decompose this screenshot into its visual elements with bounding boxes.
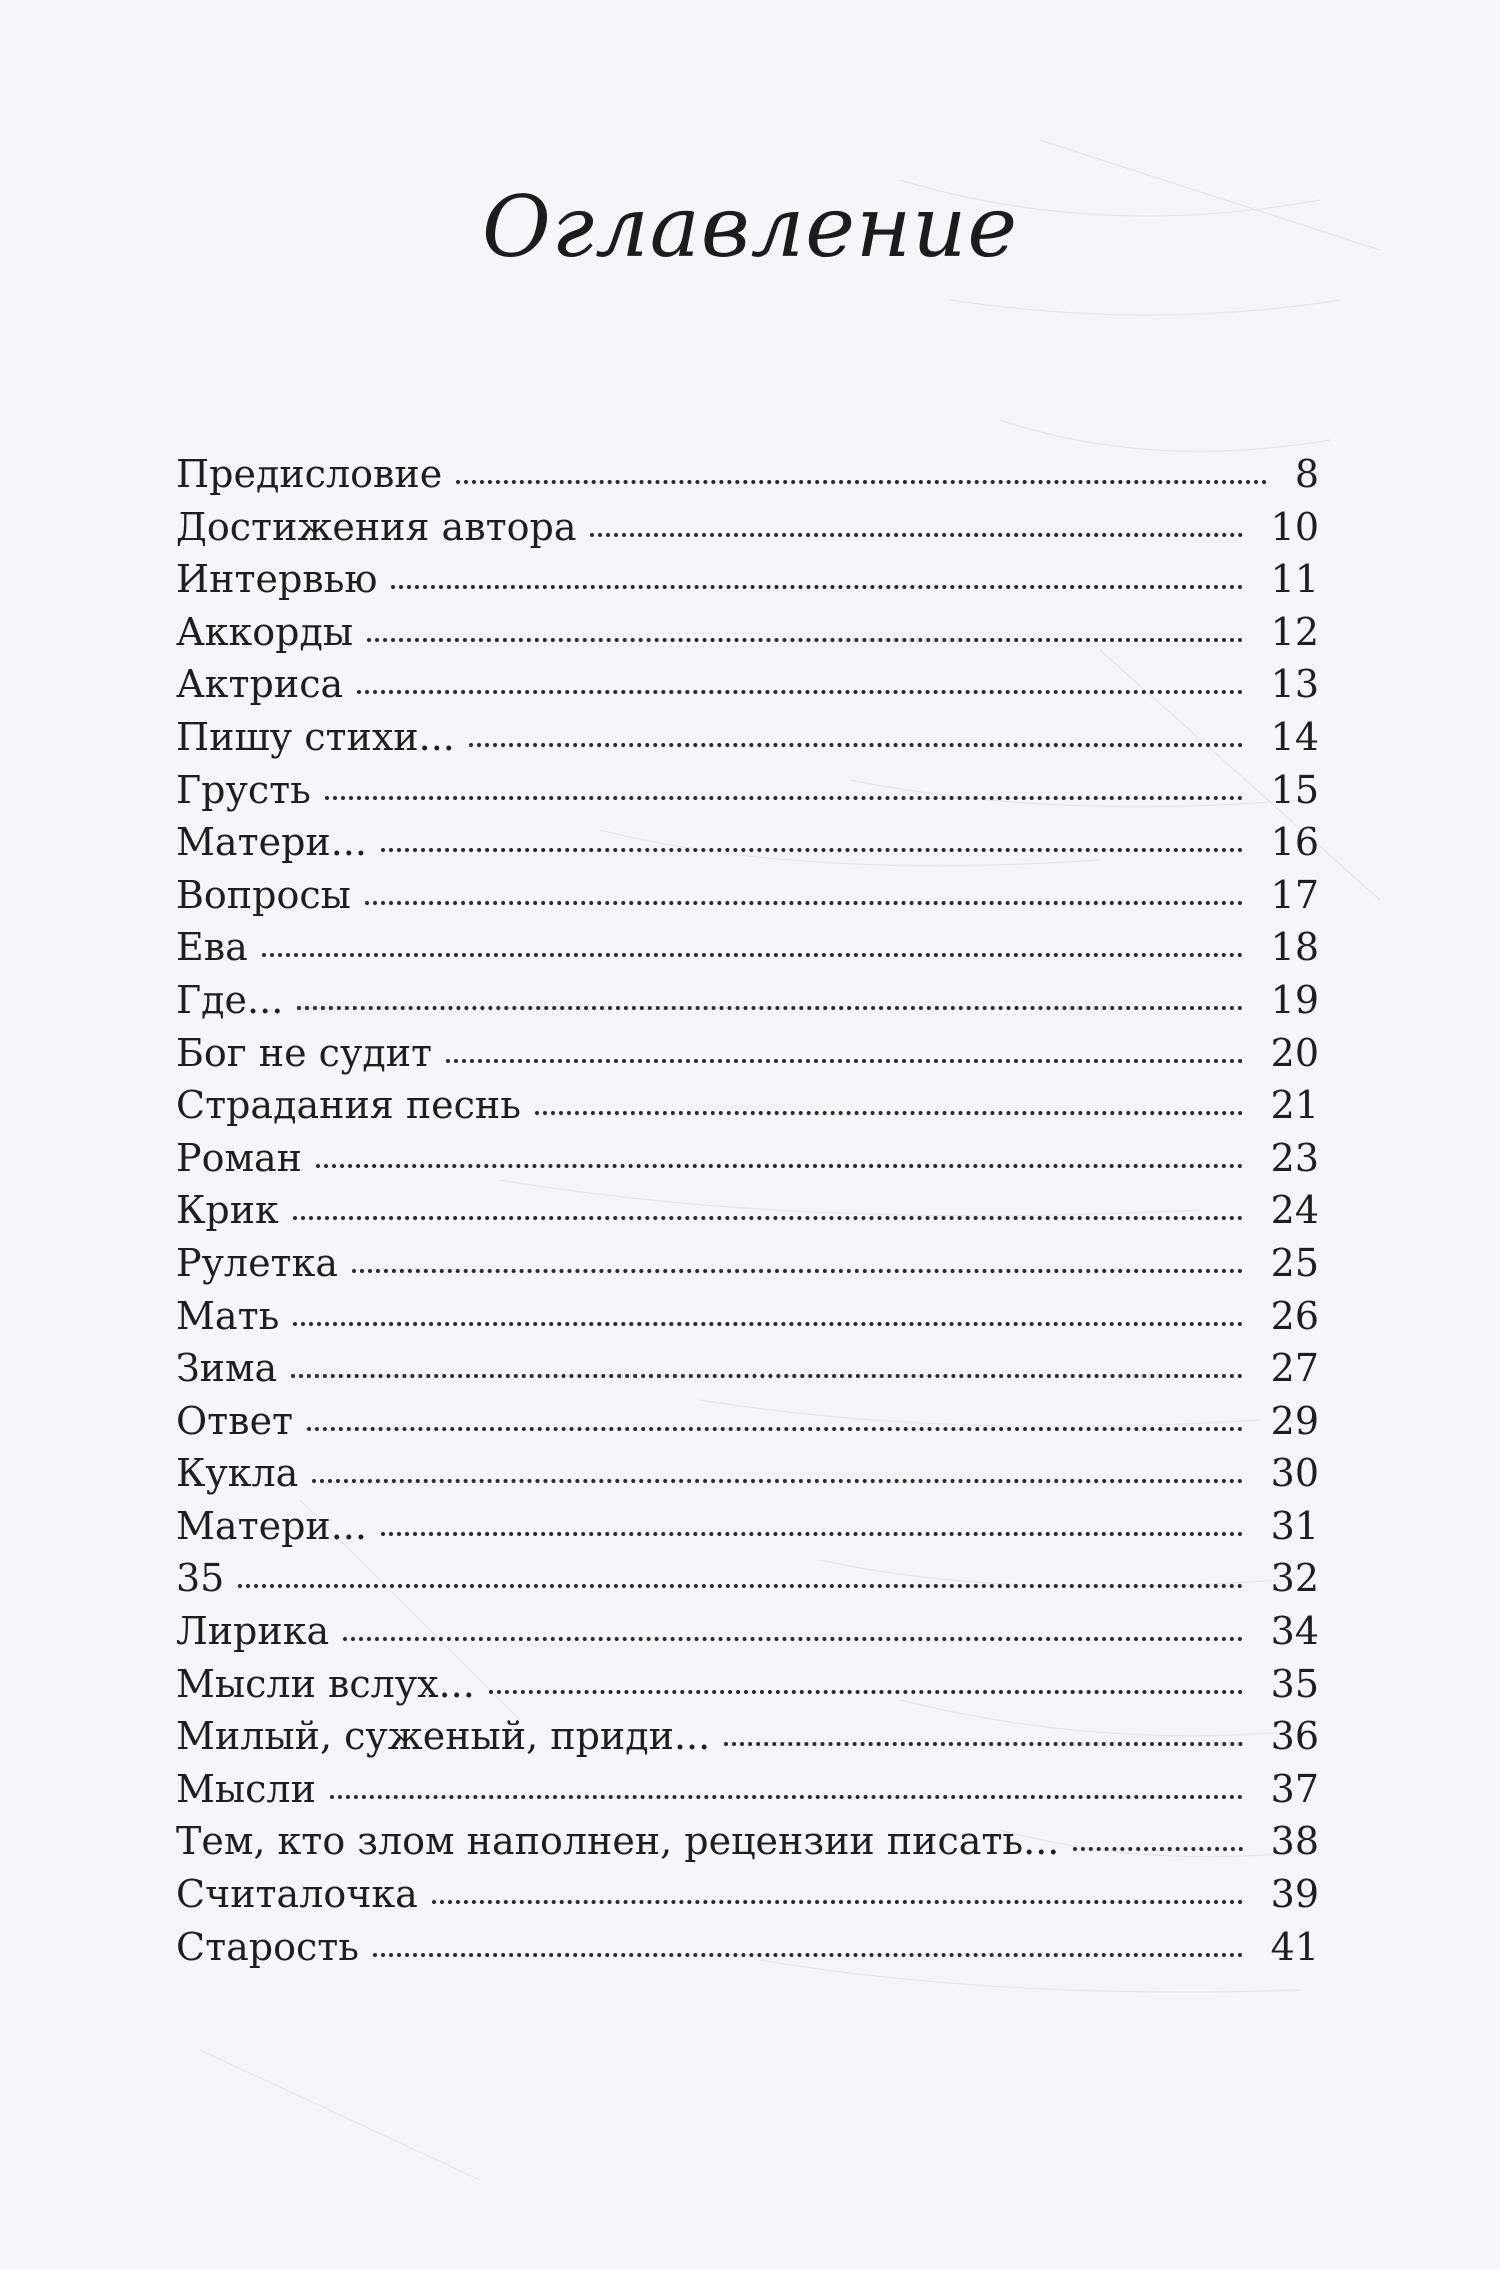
toc-entry-page-number: 25 xyxy=(1270,1240,1319,1285)
toc-entry-title: Мысли вслух... xyxy=(176,1661,475,1706)
toc-entry xyxy=(176,1294,1319,1347)
toc-entry xyxy=(176,873,1319,926)
toc-entry-page-number: 36 xyxy=(1270,1714,1319,1759)
dot-leader xyxy=(325,796,1243,800)
toc-entry xyxy=(176,452,1319,505)
toc-entry xyxy=(176,768,1319,821)
toc-entry xyxy=(176,1767,1319,1820)
dot-leader xyxy=(381,1532,1243,1536)
toc-entry xyxy=(176,1609,1319,1662)
toc-entry-page-number: 8 xyxy=(1294,452,1319,496)
toc-entry-page-number: 37 xyxy=(1270,1766,1319,1811)
toc-entry xyxy=(176,978,1319,1031)
toc-entry-title: Актриса xyxy=(176,662,344,707)
dot-leader xyxy=(391,585,1242,589)
toc-entry xyxy=(176,1819,1319,1872)
toc-entry-title: Считалочка xyxy=(176,1872,418,1917)
toc-entry-title: Крик xyxy=(176,1188,279,1233)
toc-entry xyxy=(176,1556,1319,1609)
toc-entry xyxy=(176,1188,1319,1241)
dot-leader xyxy=(312,1479,1242,1483)
toc-entry-title: Аккорды xyxy=(176,609,354,654)
toc-entry xyxy=(176,1083,1319,1136)
dot-leader xyxy=(293,1216,1243,1220)
dot-leader xyxy=(238,1584,1242,1588)
dot-leader xyxy=(330,1795,1243,1799)
toc-entry-page-number: 13 xyxy=(1270,662,1319,707)
toc-entry-title: Зима xyxy=(176,1346,278,1391)
dot-leader xyxy=(469,743,1243,747)
toc-entry-title: Милый, суженый, приди... xyxy=(176,1714,711,1759)
dot-leader xyxy=(535,1111,1243,1115)
toc-entry-page-number: 26 xyxy=(1270,1293,1319,1338)
toc-entry-page-number: 20 xyxy=(1270,1030,1319,1075)
toc-entry xyxy=(176,1346,1319,1399)
table-of-contents xyxy=(176,452,1319,1977)
toc-entry-page-number: 38 xyxy=(1270,1819,1319,1864)
toc-entry-title: Грусть xyxy=(176,767,311,812)
toc-entry-title: Бог не судит xyxy=(176,1030,433,1075)
dot-leader xyxy=(365,901,1243,905)
toc-entry xyxy=(176,715,1319,768)
dot-leader xyxy=(590,533,1242,537)
dot-leader xyxy=(352,1269,1243,1273)
toc-entry-page-number: 24 xyxy=(1270,1188,1319,1233)
toc-entry-page-number: 23 xyxy=(1270,1135,1319,1180)
toc-entry-title: Страдания песнь xyxy=(176,1083,521,1128)
toc-entry xyxy=(176,1031,1319,1084)
toc-entry-page-number: 34 xyxy=(1270,1609,1319,1654)
dot-leader xyxy=(456,480,1267,484)
toc-entry xyxy=(176,505,1319,558)
dot-leader xyxy=(489,1690,1243,1694)
toc-entry xyxy=(176,1451,1319,1504)
dot-leader xyxy=(724,1742,1242,1746)
toc-entry-title: 35 xyxy=(176,1556,225,1601)
dot-leader xyxy=(293,1322,1242,1326)
toc-entry-page-number: 15 xyxy=(1270,767,1319,812)
dot-leader xyxy=(291,1374,1242,1378)
toc-entry-title: Рулетка xyxy=(176,1240,338,1285)
toc-entry-title: Вопросы xyxy=(176,872,351,917)
toc-entry xyxy=(176,1136,1319,1189)
dot-leader xyxy=(343,1637,1243,1641)
toc-entry-page-number: 18 xyxy=(1270,925,1319,970)
toc-entry xyxy=(176,1714,1319,1767)
toc-entry xyxy=(176,1925,1319,1978)
toc-entry xyxy=(176,662,1319,715)
toc-entry-title: Лирика xyxy=(176,1609,330,1654)
toc-entry-title: Предисловие xyxy=(176,452,443,496)
toc-entry-title: Мысли xyxy=(176,1766,316,1811)
toc-entry xyxy=(176,925,1319,978)
dot-leader xyxy=(446,1059,1243,1063)
toc-entry xyxy=(176,557,1319,610)
toc-entry-page-number: 31 xyxy=(1270,1503,1319,1548)
toc-entry-title: Матери... xyxy=(176,1503,367,1548)
toc-entry xyxy=(176,1872,1319,1925)
toc-entry-page-number: 39 xyxy=(1270,1872,1319,1917)
toc-entry xyxy=(176,1504,1319,1557)
dot-leader xyxy=(297,1006,1242,1010)
toc-entry-title: Роман xyxy=(176,1135,302,1180)
dot-leader xyxy=(432,1900,1243,1904)
toc-entry-title: Старость xyxy=(176,1924,359,1969)
toc-entry-title: Ева xyxy=(176,925,248,970)
toc-entry-page-number: 17 xyxy=(1270,872,1319,917)
toc-entry-title: Мать xyxy=(176,1293,280,1338)
toc-entry xyxy=(176,820,1319,873)
dot-leader xyxy=(373,1953,1243,1957)
toc-entry-title: Ответ xyxy=(176,1398,294,1443)
toc-entry-title: Пишу стихи... xyxy=(176,714,455,759)
toc-entry-page-number: 27 xyxy=(1270,1346,1319,1391)
dot-leader xyxy=(381,848,1243,852)
dot-leader xyxy=(307,1427,1243,1431)
toc-entry-page-number: 21 xyxy=(1270,1083,1319,1128)
toc-entry xyxy=(176,610,1319,663)
toc-entry xyxy=(176,1399,1319,1452)
toc-entry-title: Интервью xyxy=(176,557,378,602)
dot-leader xyxy=(1073,1847,1242,1851)
toc-entry-title: Кукла xyxy=(176,1451,299,1496)
toc-entry-page-number: 30 xyxy=(1270,1451,1319,1496)
toc-entry-page-number: 14 xyxy=(1270,714,1319,759)
toc-entry-page-number: 11 xyxy=(1270,557,1319,602)
toc-entry xyxy=(176,1241,1319,1294)
toc-entry-page-number: 19 xyxy=(1270,977,1319,1022)
dot-leader xyxy=(367,638,1243,642)
toc-entry-page-number: 10 xyxy=(1270,504,1319,549)
toc-entry-title: Тем, кто злом наполнен, рецензии писать... xyxy=(176,1819,1060,1864)
toc-entry-page-number: 29 xyxy=(1270,1398,1319,1443)
toc-entry-page-number: 41 xyxy=(1270,1924,1319,1969)
toc-entry-title: Где... xyxy=(176,977,284,1022)
page-title: Оглавление xyxy=(481,178,1019,276)
toc-entry-title: Матери... xyxy=(176,820,367,865)
toc-entry-title: Достижения автора xyxy=(176,504,577,549)
dot-leader xyxy=(262,953,1243,957)
toc-entry-page-number: 12 xyxy=(1270,609,1319,654)
dot-leader xyxy=(357,690,1243,694)
toc-entry-page-number: 16 xyxy=(1270,820,1319,865)
toc-entry-page-number: 32 xyxy=(1270,1556,1319,1601)
toc-entry xyxy=(176,1662,1319,1715)
toc-entry-page-number: 35 xyxy=(1270,1661,1319,1706)
dot-leader xyxy=(316,1164,1243,1168)
